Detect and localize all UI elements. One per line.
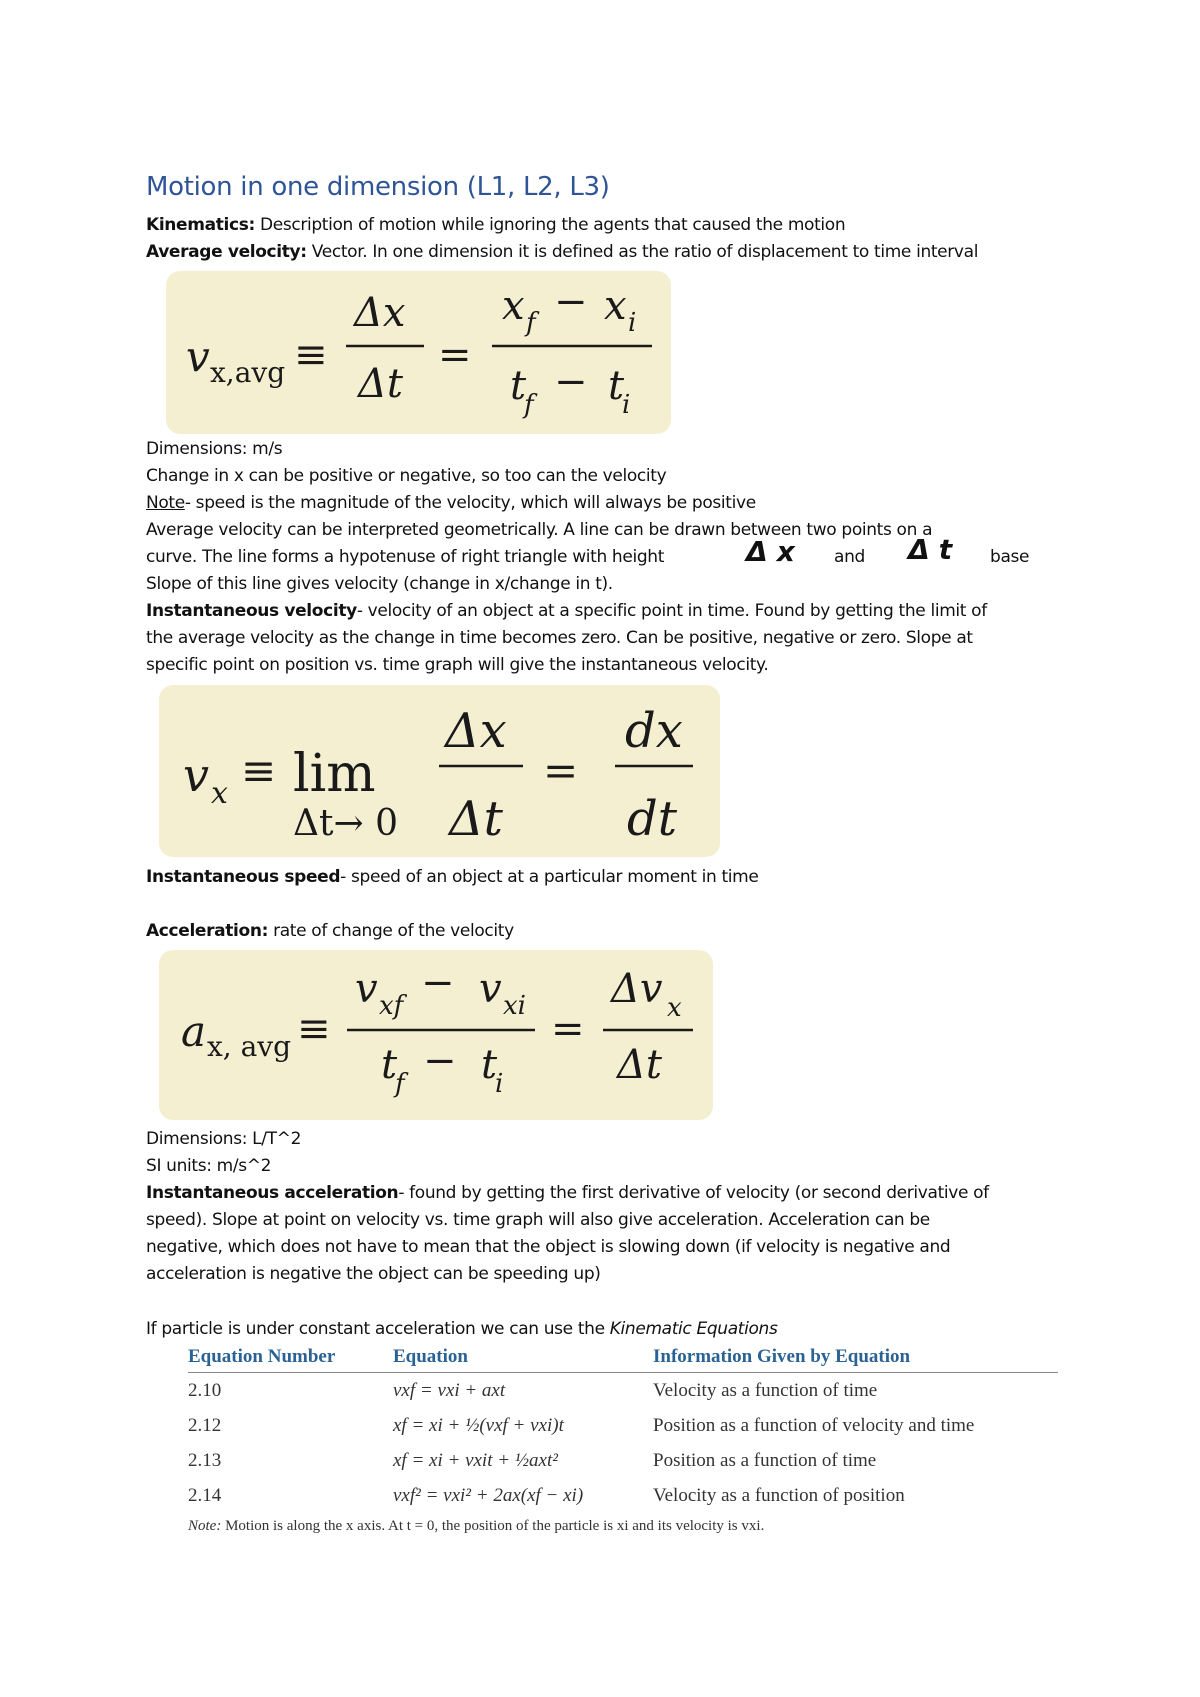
row-number: 2.14: [188, 1485, 222, 1506]
kinematic-equations-term: Kinematic Equations: [609, 1319, 778, 1339]
eq1-minus-2: −: [554, 359, 588, 405]
eq2-lim-sub: Δt→ 0: [293, 803, 398, 844]
instantaneous-acceleration-term: Instantaneous acceleration: [146, 1183, 399, 1203]
eq1-den1: Δt: [358, 361, 403, 407]
instantaneous-velocity-line-2: the average velocity as the change in time becomes zero. Can be positive, negative or zero. Slope at: [146, 628, 973, 648]
table-footnote-text: Motion is along the x axis. At t = 0, the position of the particle is xi and its velocity is vxi.: [221, 1518, 765, 1534]
eq1-num2-a: x: [502, 283, 525, 329]
eq3-den-a-sub: f: [395, 1069, 405, 1099]
instantaneous-acceleration-text-1: - found by getting the first derivative of velocity (or second derivative of: [398, 1183, 989, 1203]
row-number: 2.10: [188, 1380, 222, 1401]
constant-acceleration-intro: [146, 1316, 1076, 1344]
instantaneous-speed: [146, 864, 1076, 892]
eq1-den2-a-sub: f: [524, 390, 534, 420]
row-equation: xf = xi + ½(vxf + vxi)t: [393, 1415, 564, 1436]
slope-line-text: Slope of this line gives velocity (change in x/change in t).: [146, 574, 613, 594]
eq3-minus-2: −: [423, 1038, 457, 1084]
instantaneous-speed-term: Instantaneous speed: [146, 867, 341, 887]
eq3-den-a: t: [381, 1042, 398, 1088]
header-equation-number: Equation Number: [188, 1344, 393, 1373]
eq3-den-b-sub: i: [495, 1069, 504, 1099]
instantaneous-acceleration-line-4: acceleration is negative the object can be speeding up): [146, 1264, 601, 1284]
eq2-den1: Δt: [449, 791, 503, 847]
eq2-den2: dt: [627, 791, 678, 847]
table-footnote: [188, 1518, 764, 1535]
kinematics-definition: [146, 212, 1076, 240]
eq2-lim: lim: [293, 744, 376, 804]
row-equation: vxf² = vxi² + 2ax(xf − xi): [393, 1485, 584, 1506]
constant-acceleration-text: If particle is under constant acceleration we can use the: [146, 1319, 610, 1339]
average-velocity-term: Average velocity:: [146, 242, 307, 262]
eq3-num-b-sub: xi: [503, 991, 526, 1021]
row-number: 2.12: [188, 1415, 222, 1436]
row-information: Position as a function of velocity and time: [653, 1415, 975, 1436]
acceleration-term: Acceleration:: [146, 921, 269, 941]
table-row: [188, 1443, 1058, 1478]
eq3-lhs-sub: x, avg: [207, 1030, 292, 1063]
eq3-num2: Δv: [611, 966, 663, 1012]
table-footnote-label: Note:: [188, 1518, 222, 1534]
eq3-equiv: ≡: [297, 1006, 331, 1052]
note-speed: [146, 490, 1076, 518]
instantaneous-velocity-term: Instantaneous velocity: [146, 601, 357, 621]
eq1-num2-a-sub: f: [526, 308, 536, 338]
geometric-line-2-text: curve. The line forms a hypotenuse of right triangle with height: [146, 547, 665, 567]
eq1-minus-1: −: [554, 279, 588, 325]
kinematic-equations-table: [188, 1344, 1058, 1513]
si-units: SI units: m/s^2: [146, 1156, 272, 1176]
change-in-x-text: Change in x can be positive or negative, so too can the velocity: [146, 466, 667, 486]
eq3-eq: =: [551, 1006, 585, 1052]
average-acceleration-equation: [159, 950, 713, 1120]
dimensions-acceleration: Dimensions: L/T^2: [146, 1129, 302, 1149]
eq3-den2: Δt: [617, 1042, 662, 1088]
acceleration-definition: [146, 918, 1076, 946]
geometric-line-1: Average velocity can be interpreted geometrically. A line can be drawn between two points on a: [146, 520, 933, 540]
note-label: Note: [146, 493, 185, 513]
instantaneous-velocity-line-1: [146, 598, 1076, 626]
table-row: [188, 1478, 1058, 1513]
eq1-equiv: ≡: [294, 332, 328, 378]
eq1-num1: Δx: [354, 290, 406, 336]
dimensions-velocity: Dimensions: m/s: [146, 439, 283, 459]
table-header-row: [188, 1344, 1058, 1373]
instantaneous-velocity-line-3: specific point on position vs. time graph will give the instantaneous velocity.: [146, 655, 769, 675]
eq3-num-a-sub: xf: [379, 991, 404, 1021]
handwritten-delta-t: Δ t: [908, 533, 952, 566]
header-information: Information Given by Equation: [653, 1344, 1058, 1373]
eq1-num2-b: x: [604, 283, 627, 329]
eq2-num1: Δx: [445, 703, 507, 759]
kinematics-text: Description of motion while ignoring the agents that caused the motion: [254, 215, 846, 235]
row-information: Velocity as a function of time: [653, 1380, 878, 1401]
eq1-num2-b-sub: i: [628, 308, 637, 338]
instantaneous-velocity-text-1: - velocity of an object at a specific point in time. Found by getting the limit of: [356, 601, 987, 621]
average-velocity-text: Vector. In one dimension it is defined as the ratio of displacement to time interval: [306, 242, 979, 262]
handwritten-delta-x: Δ x: [746, 535, 795, 568]
acceleration-text: rate of change of the velocity: [268, 921, 514, 941]
average-velocity-equation: [166, 271, 671, 434]
eq2-eq: =: [543, 746, 579, 795]
geometric-and: and: [834, 547, 865, 567]
row-equation: xf = xi + vxit + ½axt²: [393, 1450, 558, 1471]
eq2-equiv: ≡: [241, 746, 277, 795]
average-velocity-definition: [146, 239, 1076, 267]
row-information: Position as a function of time: [653, 1450, 877, 1471]
page-title: Motion in one dimension (L1, L2, L3): [146, 172, 610, 202]
geometric-base: base: [990, 547, 1030, 567]
eq3-minus-1: −: [421, 960, 455, 1006]
eq3-num-b: v: [479, 966, 502, 1012]
eq2-num2: dx: [625, 703, 683, 759]
instantaneous-acceleration-line-3: negative, which does not have to mean that the object is slowing down (if velocity is negative and: [146, 1237, 951, 1257]
eq3-num-a: v: [355, 966, 378, 1012]
eq1-eq: =: [438, 332, 472, 378]
eq2-lhs-sub: x: [211, 776, 228, 811]
eq3-den-b: t: [481, 1042, 498, 1088]
instantaneous-speed-text: - speed of an object at a particular moment in time: [340, 867, 759, 887]
eq1-lhs-v: v: [186, 332, 210, 381]
table-row: [188, 1373, 1058, 1409]
instantaneous-acceleration-line-2: speed). Slope at point on velocity vs. time graph will also give acceleration. Acceleration can be: [146, 1210, 930, 1230]
table-row: [188, 1408, 1058, 1443]
eq3-num2-sub: x: [667, 993, 682, 1023]
row-information: Velocity as a function of position: [653, 1485, 905, 1506]
row-number: 2.13: [188, 1450, 222, 1471]
eq1-lhs-sub: x,avg: [210, 356, 286, 389]
instantaneous-velocity-equation: [159, 685, 720, 857]
eq1-den2-a: t: [510, 363, 527, 409]
eq3-lhs-a: a: [181, 1007, 207, 1056]
geometric-line-2: [146, 533, 1076, 572]
kinematics-term: Kinematics:: [146, 215, 255, 235]
eq2-lhs-v: v: [183, 748, 209, 802]
eq1-den2-b: t: [608, 363, 625, 409]
note-text: - speed is the magnitude of the velocity, which will always be positive: [184, 493, 756, 513]
instantaneous-acceleration-line-1: [146, 1180, 1076, 1208]
row-equation: vxf = vxi + axt: [393, 1380, 506, 1401]
eq1-den2-b-sub: i: [622, 390, 631, 420]
header-equation: Equation: [393, 1344, 653, 1373]
